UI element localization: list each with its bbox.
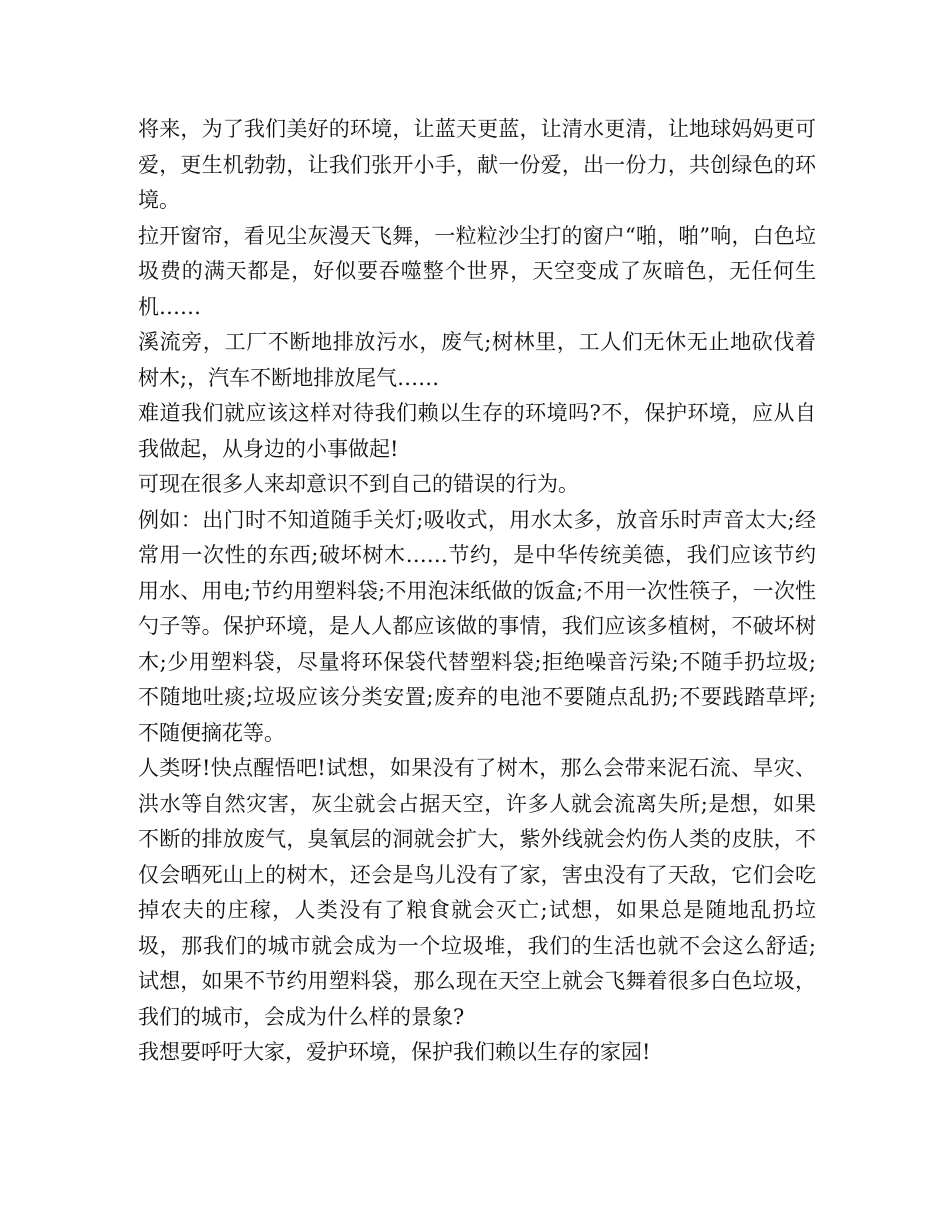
- paragraph-7: 人类呀!快点醒悟吧!试想，如果没有了树木，那么会带来泥石流、旱灾、洪水等自然灾害，灰尘就会占据天空，许多人就会流离失所;是想，如果不断的排放废气，臭氧层的洞就会扩大，紫外线就会灼伤人类的皮肤，不仅会晒死山上的树木，还会是鸟儿没有了家，害虫没有了天敌，它们会吃掉农夫的庄稼，人类没有了粮食就会灭亡;试想，如果总是随地乱扔垃圾，那我们的城市就会成为一个垃圾堆，我们的生活也就不会这么舒适;试想，如果不节约用塑料袋，那么现在天空上就会飞舞着很多白色垃圾，我们的城市，会成为什么样的景象?: [138, 756, 816, 1029]
- paragraph-1: 将来，为了我们美好的环境，让蓝天更蓝，让清水更清，让地球妈妈更可爱，更生机勃勃，让我们张开小手，献一份爱，出一份力，共创绿色的环境。: [138, 117, 816, 212]
- paragraph-8: 我想要呼吁大家，爱护环境，保护我们赖以生存的家园!: [138, 1040, 651, 1064]
- document-body: [138, 112, 816, 1071]
- paragraph-3: 溪流旁，工厂不断地排放污水，废气;树林里，工人们无休无止地砍伐着树木;，汽车不断地排放尾气……: [138, 330, 816, 390]
- paragraph-2: 拉开窗帘，看见尘灰漫天飞舞，一粒粒沙尘打的窗户“啪，啪”响，白色垃圾费的满天都是，好似要吞噬整个世界，天空变成了灰暗色，无任何生机……: [138, 223, 816, 319]
- paragraph-6: 例如：出门时不知道随手关灯;吸收式，用水太多，放音乐时声音太大;经常用一次性的东西;破坏树木……节约，是中华传统美德，我们应该节约用水、用电;节约用塑料袋;不用泡沫纸做的饭盒;不用一次性筷子，一次性勺子等。保护环境，是人人都应该做的事情，我们应该多植树，不破坏树木;少用塑料袋，尽量将环保袋代替塑料袋;拒绝噪音污染;不随手扔垃圾;不随地吐痰;垃圾应该分类安置;废弃的电池不要随点乱扔;不要践踏草坪;不随便摘花等。: [138, 507, 816, 745]
- paragraph-4: 难道我们就应该这样对待我们赖以生存的环境吗?不，保护环境，应从自我做起，从身边的小事做起!: [138, 401, 816, 461]
- paragraph-5: 可现在很多人来却意识不到自己的错误的行为。: [138, 472, 579, 496]
